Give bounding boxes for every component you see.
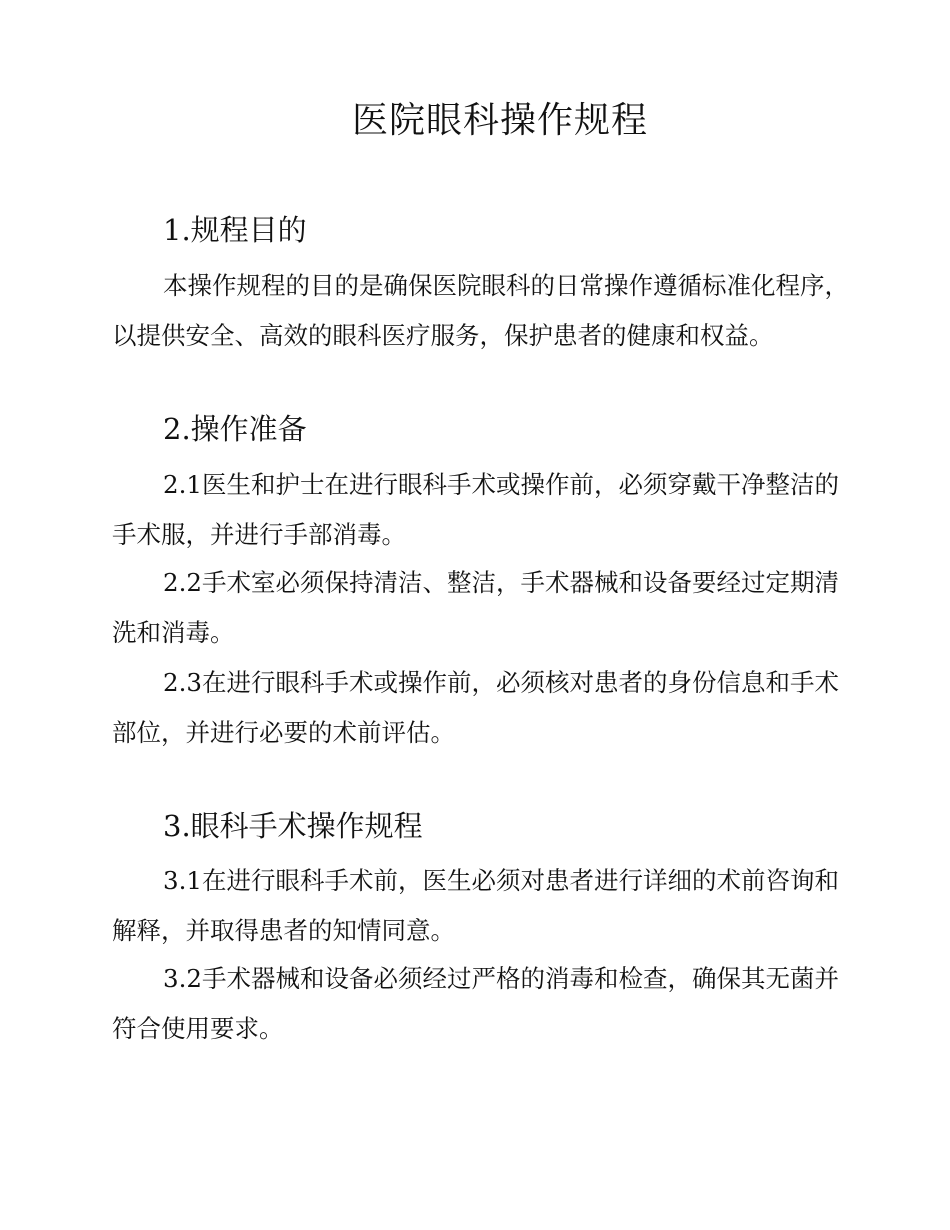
- paragraph-surgery-3-2: 3.2手术器械和设备必须经过严格的消毒和检查，确保其无菌并符合使用要求。: [112, 964, 839, 1043]
- document-title: 医院眼科操作规程: [351, 100, 648, 141]
- paragraph-preparation-2-3: 2.3在进行眼科手术或操作前，必须核对患者的身份信息和手术部位，并进行必要的术前评估。: [112, 668, 839, 747]
- section-heading-purpose: 1.规程目的: [163, 213, 307, 247]
- section-heading-preparation: 2.操作准备: [163, 412, 307, 446]
- section-heading-surgery-procedure: 3.眼科手术操作规程: [163, 809, 423, 843]
- paragraph-purpose: 本操作规程的目的是确保医院眼科的日常操作遵循标准化程序，以提供安全、高效的眼科医疗服务，保护患者的健康和权益。: [112, 271, 849, 350]
- paragraph-preparation-2-2: 2.2手术室必须保持清洁、整洁，手术器械和设备要经过定期清洗和消毒。: [112, 568, 839, 647]
- paragraph-preparation-2-1: 2.1医生和护士在进行眼科手术或操作前，必须穿戴干净整洁的手术服，并进行手部消毒。: [112, 470, 839, 549]
- paragraph-surgery-3-1: 3.1在进行眼科手术前，医生必须对患者进行详细的术前咨询和解释，并取得患者的知情同意。: [112, 866, 839, 945]
